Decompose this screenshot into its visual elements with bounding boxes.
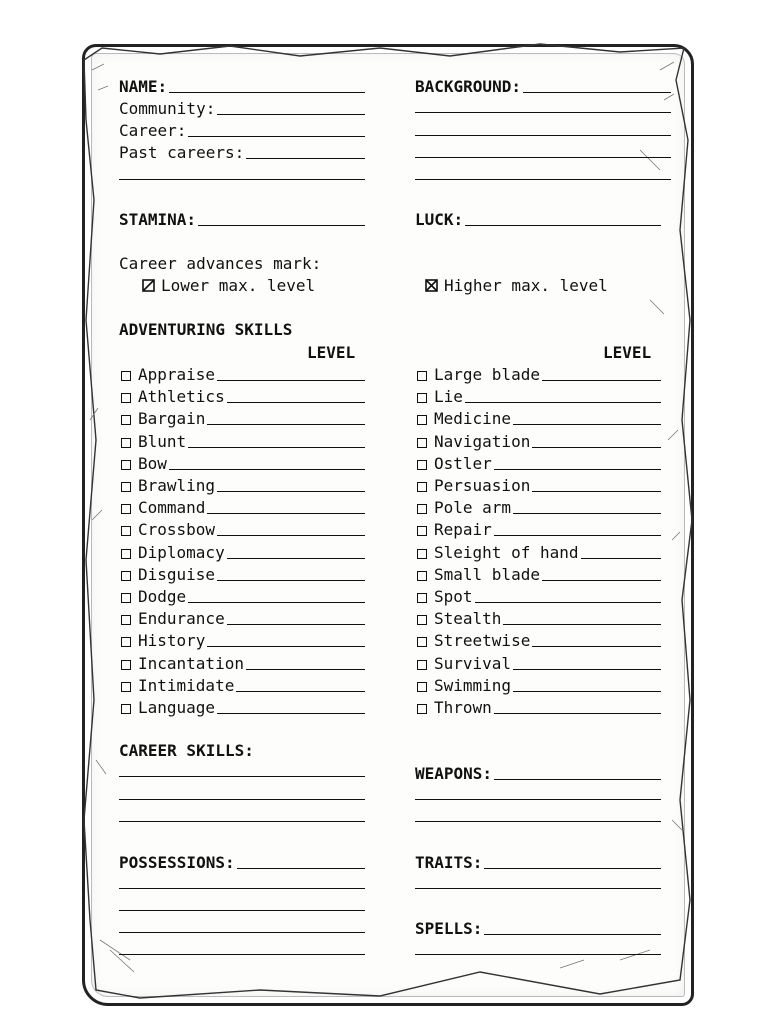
skill-level-line[interactable] [217,491,365,492]
skill-row[interactable] [417,695,661,717]
skill-label: Pole arm [434,498,512,518]
skill-level-line[interactable] [217,380,365,381]
skill-level-line[interactable] [503,624,661,625]
background-line-3[interactable] [415,133,671,136]
skill-label: Large blade [434,365,540,384]
skill-row[interactable] [121,384,365,406]
skill-label: Stealth [434,609,502,629]
possessions-line-2[interactable] [119,886,365,889]
background-line-2[interactable] [415,110,671,113]
skill-level-line[interactable] [581,558,662,559]
name-line[interactable] [169,92,365,93]
skill-label: Lie [434,387,463,407]
skill-row[interactable] [417,562,661,584]
skill-level-line[interactable] [207,646,365,647]
lower-max-level-label: Lower max. level [161,276,316,295]
skill-row[interactable] [121,473,365,495]
possessions-label: POSSESSIONS: [119,853,235,872]
community-label: Community: [119,99,216,118]
skill-checkbox[interactable] [417,593,427,603]
skill-label: Blunt [138,431,187,451]
skill-row[interactable] [121,606,365,628]
skill-row[interactable] [121,628,365,650]
skill-checkbox[interactable] [417,371,427,381]
possessions-field[interactable] [119,850,365,872]
past-careers-label: Past careers: [119,143,245,162]
name-label: NAME: [119,77,168,96]
skill-level-line[interactable] [236,691,365,692]
skill-level-line[interactable] [513,513,661,514]
skill-level-line[interactable] [532,491,661,492]
skill-row[interactable] [121,406,365,428]
luck-label: LUCK: [415,210,464,229]
skill-checkbox[interactable] [121,615,131,625]
skill-row[interactable] [121,451,365,473]
skill-label: Spot [434,587,473,606]
skill-row[interactable] [121,362,365,384]
background-line-5[interactable] [415,177,671,180]
skill-row[interactable] [121,562,365,584]
career-advances-label: Career advances mark: [119,254,322,273]
skill-level-line[interactable] [188,447,365,448]
skill-level-line[interactable] [207,424,365,425]
skill-row[interactable] [417,473,661,495]
level-header-left: LEVEL [307,343,356,362]
skill-level-line[interactable] [542,380,661,381]
spells-line-2[interactable] [415,952,661,955]
skill-label: Disguise [138,564,216,584]
level-header-right: LEVEL [603,343,652,362]
weapons-field[interactable] [415,761,661,783]
skill-checkbox[interactable] [121,704,131,714]
skill-checkbox[interactable] [121,571,131,581]
skill-checkbox[interactable] [121,415,131,425]
career-skills-heading: CAREER SKILLS: [119,741,254,760]
skill-row[interactable] [417,540,661,562]
skill-checkbox[interactable] [121,482,131,492]
career-field[interactable] [119,118,365,140]
skill-label: Language [138,698,216,717]
skill-checkbox[interactable] [417,637,427,647]
stamina-line[interactable] [198,225,365,226]
skill-level-line[interactable] [494,469,661,470]
skill-level-line[interactable] [227,558,365,559]
possessions-line-3[interactable] [119,908,365,911]
weapons-line[interactable] [494,779,661,780]
skill-level-line[interactable] [227,624,365,625]
skill-checkbox[interactable] [121,393,131,403]
skill-checkbox[interactable] [121,682,131,692]
possessions-line-4[interactable] [119,930,365,933]
career-skills-line-1[interactable] [119,774,365,777]
skill-checkbox[interactable] [417,615,427,625]
skill-level-line[interactable] [207,513,365,514]
skill-label: Intimidate [138,675,235,695]
possessions-line-5[interactable] [119,952,365,955]
skill-label: Navigation [434,431,531,451]
lower-max-level-option[interactable] [142,276,315,295]
skill-row[interactable] [417,651,661,673]
traits-label: TRAITS: [415,853,483,872]
skill-level-line[interactable] [532,646,661,647]
background-label: BACKGROUND: [415,77,521,96]
skill-level-line[interactable] [513,691,661,692]
skill-label: Command [138,498,206,518]
skill-row[interactable] [121,584,365,606]
skill-level-line[interactable] [494,535,661,536]
skill-label: Survival [434,653,512,673]
stamina-label: STAMINA: [119,210,197,229]
skill-label: Ostler [434,453,492,473]
traits-line[interactable] [484,868,661,869]
past-careers-extra-line[interactable] [119,177,365,180]
skill-label: Bow [138,453,167,473]
skill-row[interactable] [417,362,661,384]
skill-row[interactable] [121,495,365,517]
name-field[interactable] [119,74,365,96]
skill-label: Brawling [138,476,216,495]
stamina-field[interactable] [119,207,365,229]
skill-row[interactable] [121,673,365,695]
skill-label: Persuasion [434,476,531,495]
career-label: Career: [119,121,187,140]
community-field[interactable] [119,96,365,118]
skill-label: Crossbow [138,520,216,540]
career-skills-line-3[interactable] [119,819,365,822]
skill-checkbox[interactable] [417,660,427,670]
skill-row[interactable] [417,584,661,606]
skill-checkbox[interactable] [121,549,131,559]
adventuring-skills-heading: ADVENTURING SKILLS [119,320,293,339]
skill-checkbox[interactable] [121,637,131,647]
skill-checkbox[interactable] [121,371,131,381]
luck-field[interactable] [415,207,661,229]
skill-row[interactable] [121,651,365,673]
skill-label: Diplomacy [138,542,225,562]
skill-checkbox[interactable] [417,526,427,536]
skill-checkbox[interactable] [417,704,427,714]
skill-checkbox[interactable] [417,682,427,692]
skill-label: Repair [434,520,492,540]
background-line[interactable] [523,92,671,93]
skill-checkbox[interactable] [121,593,131,603]
luck-line[interactable] [465,225,661,226]
skill-level-line[interactable] [542,580,661,581]
skill-label: Streetwise [434,631,531,651]
skill-row[interactable] [417,429,661,451]
skill-row[interactable] [417,628,661,650]
skill-label: Dodge [138,587,187,606]
skill-row[interactable] [417,517,661,539]
skill-level-line[interactable] [188,602,365,603]
skill-label: Sleight of hand [434,542,579,562]
crossed-box-icon [425,279,438,292]
skill-row[interactable] [417,495,661,517]
weapons-label: WEAPONS: [415,764,493,783]
skill-checkbox[interactable] [417,393,427,403]
skill-level-line[interactable] [227,402,365,403]
skill-row[interactable] [417,673,661,695]
skill-checkbox[interactable] [121,660,131,670]
spells-field[interactable] [415,916,661,938]
skill-label: Medicine [434,409,512,429]
skill-row[interactable] [417,606,661,628]
skill-checkbox[interactable] [417,504,427,514]
skill-checkbox[interactable] [121,526,131,536]
skill-label: Bargain [138,409,206,429]
career-line[interactable] [188,136,365,137]
skill-row[interactable] [417,406,661,428]
skill-level-line[interactable] [513,669,661,670]
skill-checkbox[interactable] [417,460,427,470]
background-field[interactable] [415,74,671,96]
skill-level-line[interactable] [532,447,661,448]
weapons-line-3[interactable] [415,819,661,822]
skill-label: Incantation [138,653,244,673]
skill-row[interactable] [417,384,661,406]
skill-checkbox[interactable] [121,460,131,470]
skill-row[interactable] [121,517,365,539]
community-line[interactable] [217,114,365,115]
possessions-line[interactable] [237,868,365,869]
career-skills-line-2[interactable] [119,797,365,800]
skill-level-line[interactable] [217,580,365,581]
skill-level-line[interactable] [475,602,661,603]
skill-level-line[interactable] [217,535,365,536]
skill-checkbox[interactable] [417,482,427,492]
skill-label: Swimming [434,675,512,695]
skill-row[interactable] [121,695,365,717]
past-careers-field[interactable] [119,140,365,162]
higher-max-level-label: Higher max. level [444,276,608,295]
skill-level-line[interactable] [246,669,365,670]
spells-line[interactable] [484,934,661,935]
skill-checkbox[interactable] [121,504,131,514]
skill-label: History [138,631,206,651]
skill-checkbox[interactable] [417,571,427,581]
background-line-4[interactable] [415,155,671,158]
skill-checkbox[interactable] [417,438,427,448]
skill-level-line[interactable] [217,713,365,714]
skill-level-line[interactable] [494,713,661,714]
skill-level-line[interactable] [465,402,661,403]
skill-row[interactable] [121,540,365,562]
skill-row[interactable] [417,451,661,473]
skill-checkbox[interactable] [417,549,427,559]
skill-row[interactable] [121,429,365,451]
spells-label: SPELLS: [415,919,483,938]
skill-level-line[interactable] [513,424,661,425]
higher-max-level-option[interactable] [425,276,608,295]
traits-field[interactable] [415,850,661,872]
skill-checkbox[interactable] [121,438,131,448]
traits-line-2[interactable] [415,886,661,889]
half-checked-box-icon [142,279,155,292]
skill-label: Appraise [138,365,216,384]
skill-checkbox[interactable] [417,415,427,425]
skill-label: Small blade [434,564,540,584]
skill-level-line[interactable] [169,469,365,470]
skill-label: Athletics [138,387,225,407]
weapons-line-2[interactable] [415,797,661,800]
skill-label: Endurance [138,609,225,629]
past-careers-line[interactable] [246,158,365,159]
skill-label: Thrown [434,698,492,717]
